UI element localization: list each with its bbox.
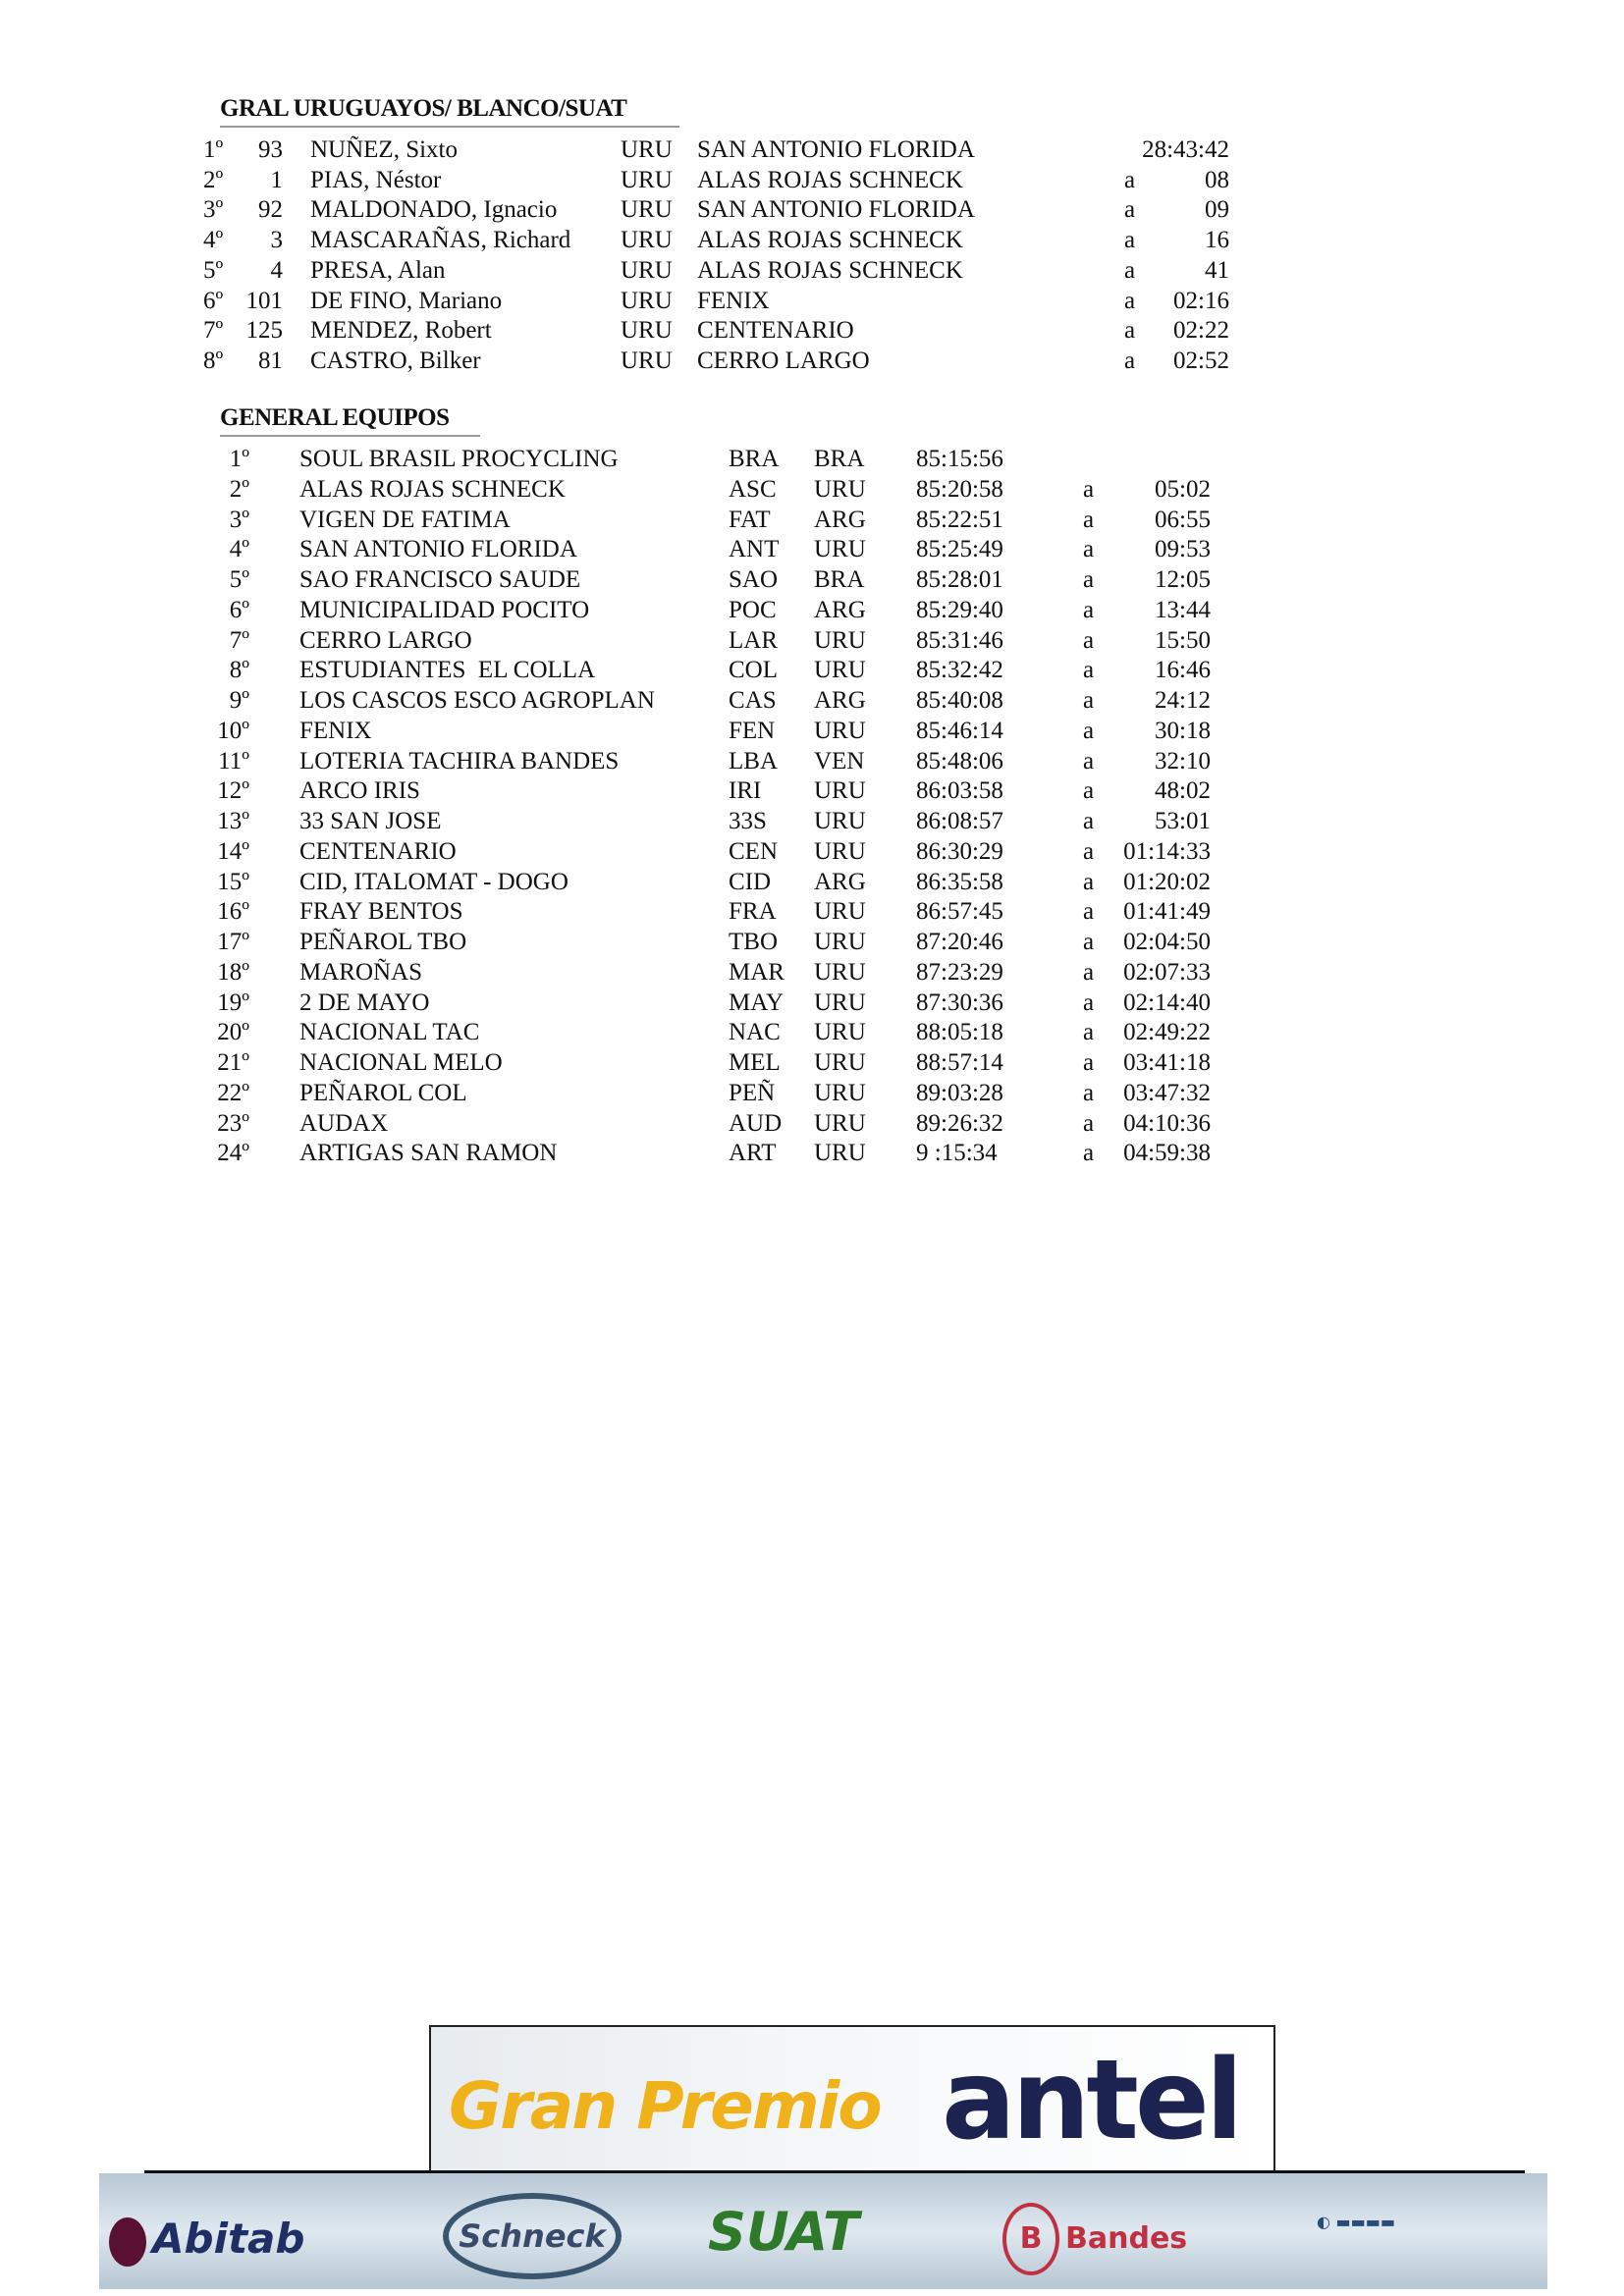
cell-pos: 6º [229,596,249,623]
cell-nat: URU [621,317,673,345]
cell-nat: URU [621,136,673,163]
event-logo-text: Gran Premio [449,2068,881,2144]
cell-pos: 19º [217,988,249,1016]
cell-total: 87:20:46 [916,929,1003,955]
cell-name: MASCARAÑAS, Richard [310,227,571,254]
cell-gap: 04:59:38 [1123,1140,1211,1167]
cell-a: a [1083,687,1095,714]
cell-pos: 2º [203,166,224,193]
schneck-logo: Schneck [443,2193,622,2279]
cell-pos: 1º [203,136,224,163]
cell-pos: 9º [229,687,249,714]
cell-gap: 24:12 [1155,687,1211,714]
cell-pos: 5º [203,256,224,284]
cell-team: SAN ANTONIO FLORIDA [697,196,975,224]
cell-total: 85:20:58 [916,475,1003,503]
cell-pos: 17º [217,929,249,955]
cell-time: 16 [1205,227,1229,254]
table-row [0,957,1624,988]
cell-ctry: ARG [814,596,866,623]
cell-name: VIGEN DE FATIMA [299,506,511,533]
cell-code: FRA [729,898,777,926]
gran-premio-antel-banner [429,2025,1275,2172]
government-logo: ◐ ▬▬▬▬ [1317,2213,1395,2231]
cell-total: 86:08:57 [916,808,1003,834]
cell-a: a [1083,536,1095,563]
cell-gap: 48:02 [1155,777,1211,805]
cell-name: AUDAX [299,1109,389,1137]
cell-total: 86:30:29 [916,837,1003,865]
cell-gap: 02:14:40 [1123,988,1211,1016]
cell-total: 86:57:45 [916,898,1003,926]
table-row [0,286,1624,316]
suat-logo: SUAT [708,2201,859,2263]
cell-a: a [1083,1140,1095,1167]
bandes-logo: B Bandes [1002,2203,1187,2275]
table-row [0,806,1624,836]
cell-pos: 11º [218,747,249,774]
cell-name: LOTERIA TACHIRA BANDES [299,747,620,774]
cell-name: LOS CASCOS ESCO AGROPLAN [299,687,655,714]
cell-name: FENIX [299,717,372,744]
riders-section-title: GRAL URUGUAYOS/ BLANCO/SUAT [220,95,627,122]
cell-name: CERRO LARGO [299,626,472,654]
cell-name: ALAS ROJAS SCHNECK [299,475,566,503]
cell-gap: 53:01 [1155,808,1211,834]
cell-nat: URU [621,256,673,284]
cell-code: FEN [729,717,776,744]
cell-a: a [1083,475,1095,503]
cell-name: SOUL BRASIL PROCYCLING [299,446,619,472]
table-row [0,655,1624,685]
table-row [0,1078,1624,1108]
cell-ctry: URU [814,1079,866,1106]
cell-ctry: BRA [814,566,865,593]
cell-num: 93 [258,136,283,163]
cell-gap: 03:41:18 [1123,1049,1211,1076]
table-row [0,716,1624,746]
cell-a: a [1083,958,1095,986]
table-row [0,255,1624,286]
cell-total: 89:03:28 [916,1079,1003,1106]
table-row [0,988,1624,1018]
cell-name: PEÑAROL TBO [299,929,467,955]
cell-pos: 3º [203,196,224,224]
cell-num: 1 [270,166,283,193]
cell-ctry: URU [814,1140,866,1167]
cell-pos: 7º [229,626,249,654]
cell-pos: 24º [217,1140,249,1167]
cell-total: 88:05:18 [916,1019,1003,1046]
cell-ctry: URU [814,475,866,503]
cell-total: 85:40:08 [916,687,1003,714]
cell-ctry: URU [814,717,866,744]
cell-code: IRI [729,777,762,805]
table-row [0,1138,1624,1168]
table-row [0,194,1624,225]
cell-a: a [1124,227,1136,254]
teams-section-title: GENERAL EQUIPOS [220,404,450,431]
cell-pos: 8º [229,657,249,684]
cell-code: LAR [729,626,778,654]
cell-total: 86:03:58 [916,777,1003,805]
cell-team: CENTENARIO [697,317,854,345]
cell-ctry: URU [814,1049,866,1076]
cell-total: 85:15:56 [916,446,1003,472]
cell-name: CENTENARIO [299,837,457,865]
table-row [0,775,1624,806]
cell-a: a [1083,837,1095,865]
cell-code: POC [729,596,777,623]
cell-code: TBO [729,929,778,955]
cell-total: 85:25:49 [916,536,1003,563]
cell-ctry: URU [814,1019,866,1046]
cell-a: a [1124,256,1136,284]
cell-code: AUD [729,1109,783,1137]
cell-time: 09 [1205,196,1229,224]
cell-gap: 16:46 [1155,657,1211,684]
table-row [0,685,1624,716]
table-row [0,625,1624,656]
cell-a: a [1083,808,1095,834]
cell-gap: 15:50 [1155,626,1211,654]
table-row [0,315,1624,346]
cell-gap: 05:02 [1155,475,1211,503]
cell-name: 2 DE MAYO [299,988,430,1016]
cell-code: LBA [729,747,778,774]
table-row [0,1108,1624,1139]
cell-pos: 3º [229,506,249,533]
cell-a: a [1083,626,1095,654]
cell-team: SAN ANTONIO FLORIDA [697,136,975,163]
cell-total: 87:23:29 [916,958,1003,986]
cell-name: PRESA, Alan [310,256,446,284]
cell-team: CERRO LARGO [697,347,870,374]
cell-gap: 13:44 [1155,596,1211,623]
cell-total: 85:46:14 [916,717,1003,744]
cell-name: ESTUDIANTES EL COLLA [299,657,596,684]
cell-a: a [1083,1049,1095,1076]
cell-num: 125 [245,317,283,345]
abitab-logo: Abitab [109,2215,304,2267]
cell-total: 88:57:14 [916,1049,1003,1076]
cell-total: 85:32:42 [916,657,1003,684]
cell-gap: 01:14:33 [1123,837,1211,865]
cell-num: 3 [270,227,283,254]
cell-name: CASTRO, Bilker [310,347,481,374]
cell-a: a [1083,657,1095,684]
cell-a: a [1083,1079,1095,1106]
cell-pos: 1º [229,446,249,472]
cell-pos: 23º [217,1109,249,1137]
cell-pos: 4º [229,536,249,563]
cell-a: a [1083,506,1095,533]
title-underline [220,435,480,437]
cell-code: BRA [729,446,780,472]
cell-name: ARCO IRIS [299,777,420,805]
cell-gap: 32:10 [1155,747,1211,774]
cell-name: ARTIGAS SAN RAMON [299,1140,558,1167]
cell-ctry: URU [814,898,866,926]
cell-ctry: URU [814,1109,866,1137]
cell-code: SAO [729,566,779,593]
cell-total: 89:26:32 [916,1109,1003,1137]
cell-name: SAO FRANCISCO SAUDE [299,566,581,593]
cell-team: ALAS ROJAS SCHNECK [697,227,963,254]
cell-a: a [1083,747,1095,774]
cell-pos: 6º [203,287,224,314]
cell-name: NACIONAL MELO [299,1049,503,1076]
cell-code: MAY [729,988,785,1016]
cell-time: 08 [1205,166,1229,193]
cell-pos: 16º [217,898,249,926]
cell-name: PEÑAROL COL [299,1079,467,1106]
cell-pos: 2º [229,475,249,503]
cell-pos: 4º [203,227,224,254]
cell-nat: URU [621,287,673,314]
cell-num: 92 [258,196,283,224]
cell-team: FENIX [697,287,770,314]
cell-gap: 01:20:02 [1123,868,1211,895]
cell-time: 02:52 [1173,347,1229,374]
cell-pos: 10º [217,717,249,744]
table-row [0,505,1624,535]
cell-code: FAT [729,506,771,533]
cell-pos: 7º [203,317,224,345]
cell-total: 85:28:01 [916,566,1003,593]
cell-num: 101 [245,287,283,314]
cell-num: 4 [270,256,283,284]
cell-name: MALDONADO, Ignacio [310,196,558,224]
table-row [0,225,1624,255]
cell-code: ANT [729,536,780,563]
cell-code: ART [729,1140,777,1167]
table-row [0,534,1624,564]
cell-total: 85:22:51 [916,506,1003,533]
cell-pos: 5º [229,566,249,593]
cell-name: FRAY BENTOS [299,898,463,926]
cell-name: DE FINO, Mariano [310,287,503,314]
cell-total: 87:30:36 [916,988,1003,1016]
cell-ctry: ARG [814,868,866,895]
cell-a: a [1083,1109,1095,1137]
cell-gap: 02:49:22 [1123,1019,1211,1046]
cell-ctry: URU [814,777,866,805]
cell-code: CID [729,868,772,895]
cell-ctry: BRA [814,446,865,472]
cell-a: a [1083,1019,1095,1046]
cell-a: a [1083,898,1095,926]
table-row [0,165,1624,195]
cell-code: NAC [729,1019,781,1046]
cell-a: a [1124,347,1136,374]
cell-name: PIAS, Néstor [310,166,442,193]
table-row [0,444,1624,474]
cell-gap: 03:47:32 [1123,1079,1211,1106]
cell-total: 85:31:46 [916,626,1003,654]
cell-a: a [1124,196,1136,224]
table-row [0,746,1624,776]
cell-code: CAS [729,687,777,714]
cell-ctry: URU [814,657,866,684]
cell-a: a [1083,929,1095,955]
cell-ctry: URU [814,958,866,986]
table-row [0,474,1624,505]
table-row [0,867,1624,897]
cell-nat: URU [621,166,673,193]
table-row [0,927,1624,957]
cell-gap: 02:04:50 [1123,929,1211,955]
cell-gap: 09:53 [1155,536,1211,563]
cell-ctry: URU [814,837,866,865]
cell-pos: 21º [217,1049,249,1076]
cell-team: ALAS ROJAS SCHNECK [697,166,963,193]
cell-time: 41 [1205,256,1229,284]
cell-name: NUÑEZ, Sixto [310,136,458,163]
cell-a: a [1083,777,1095,805]
table-row [0,1047,1624,1078]
cell-name: CID, ITALOMAT - DOGO [299,868,568,895]
cell-num: 81 [258,347,283,374]
cell-gap: 02:07:33 [1123,958,1211,986]
cell-gap: 06:55 [1155,506,1211,533]
table-row [0,896,1624,927]
cell-a: a [1083,566,1095,593]
cell-ctry: ARG [814,687,866,714]
table-row [0,346,1624,376]
cell-ctry: URU [814,808,866,834]
cell-name: MENDEZ, Robert [310,317,492,345]
table-row [0,1017,1624,1047]
cell-nat: URU [621,227,673,254]
cell-time: 02:16 [1173,287,1229,314]
cell-a: a [1083,717,1095,744]
cell-name: NACIONAL TAC [299,1019,480,1046]
cell-a: a [1124,166,1136,193]
cell-name: SAN ANTONIO FLORIDA [299,536,577,563]
cell-a: a [1083,596,1095,623]
cell-time: 02:22 [1173,317,1229,345]
cell-pos: 18º [217,958,249,986]
table-row [0,564,1624,595]
sponsors-strip [99,2173,1547,2289]
cell-gap: 30:18 [1155,717,1211,744]
cell-name: 33 SAN JOSE [299,808,442,834]
cell-a: a [1083,868,1095,895]
cell-a: a [1124,317,1136,345]
cell-total: 85:48:06 [916,747,1003,774]
cell-gap: 12:05 [1155,566,1211,593]
cell-ctry: VEN [814,747,865,774]
title-underline [220,126,679,128]
cell-name: MUNICIPALIDAD POCITO [299,596,590,623]
table-row [0,595,1624,625]
cell-code: ASC [729,475,777,503]
cell-ctry: ARG [814,506,866,533]
cell-code: 33S [729,808,767,834]
cell-code: COL [729,657,778,684]
table-row [0,134,1624,165]
cell-a: a [1124,287,1136,314]
cell-pos: 8º [203,347,224,374]
cell-total: 86:35:58 [916,868,1003,895]
cell-pos: 12º [217,777,249,805]
cell-ctry: URU [814,536,866,563]
cell-name: MAROÑAS [299,958,423,986]
antel-logo: antel [942,2037,1240,2164]
cell-ctry: URU [814,988,866,1016]
cell-code: CEN [729,837,778,865]
cell-total: 85:29:40 [916,596,1003,623]
cell-code: PEÑ [729,1079,776,1106]
cell-ctry: URU [814,626,866,654]
cell-code: MEL [729,1049,781,1076]
cell-pos: 22º [217,1079,249,1106]
cell-code: MAR [729,958,785,986]
cell-a: a [1083,988,1095,1016]
cell-pos: 15º [217,868,249,895]
bandes-logo-text: Bandes [1065,2221,1188,2256]
cell-pos: 20º [217,1019,249,1046]
cell-time: 28:43:42 [1142,136,1229,163]
cell-nat: URU [621,347,673,374]
cell-pos: 13º [217,808,249,834]
cell-gap: 04:10:36 [1123,1109,1211,1137]
cell-team: ALAS ROJAS SCHNECK [697,256,963,284]
cell-pos: 14º [217,837,249,865]
cell-ctry: URU [814,929,866,955]
table-row [0,836,1624,867]
cell-total: 9 :15:34 [916,1140,998,1167]
cell-nat: URU [621,196,673,224]
cell-gap: 01:41:49 [1123,898,1211,926]
